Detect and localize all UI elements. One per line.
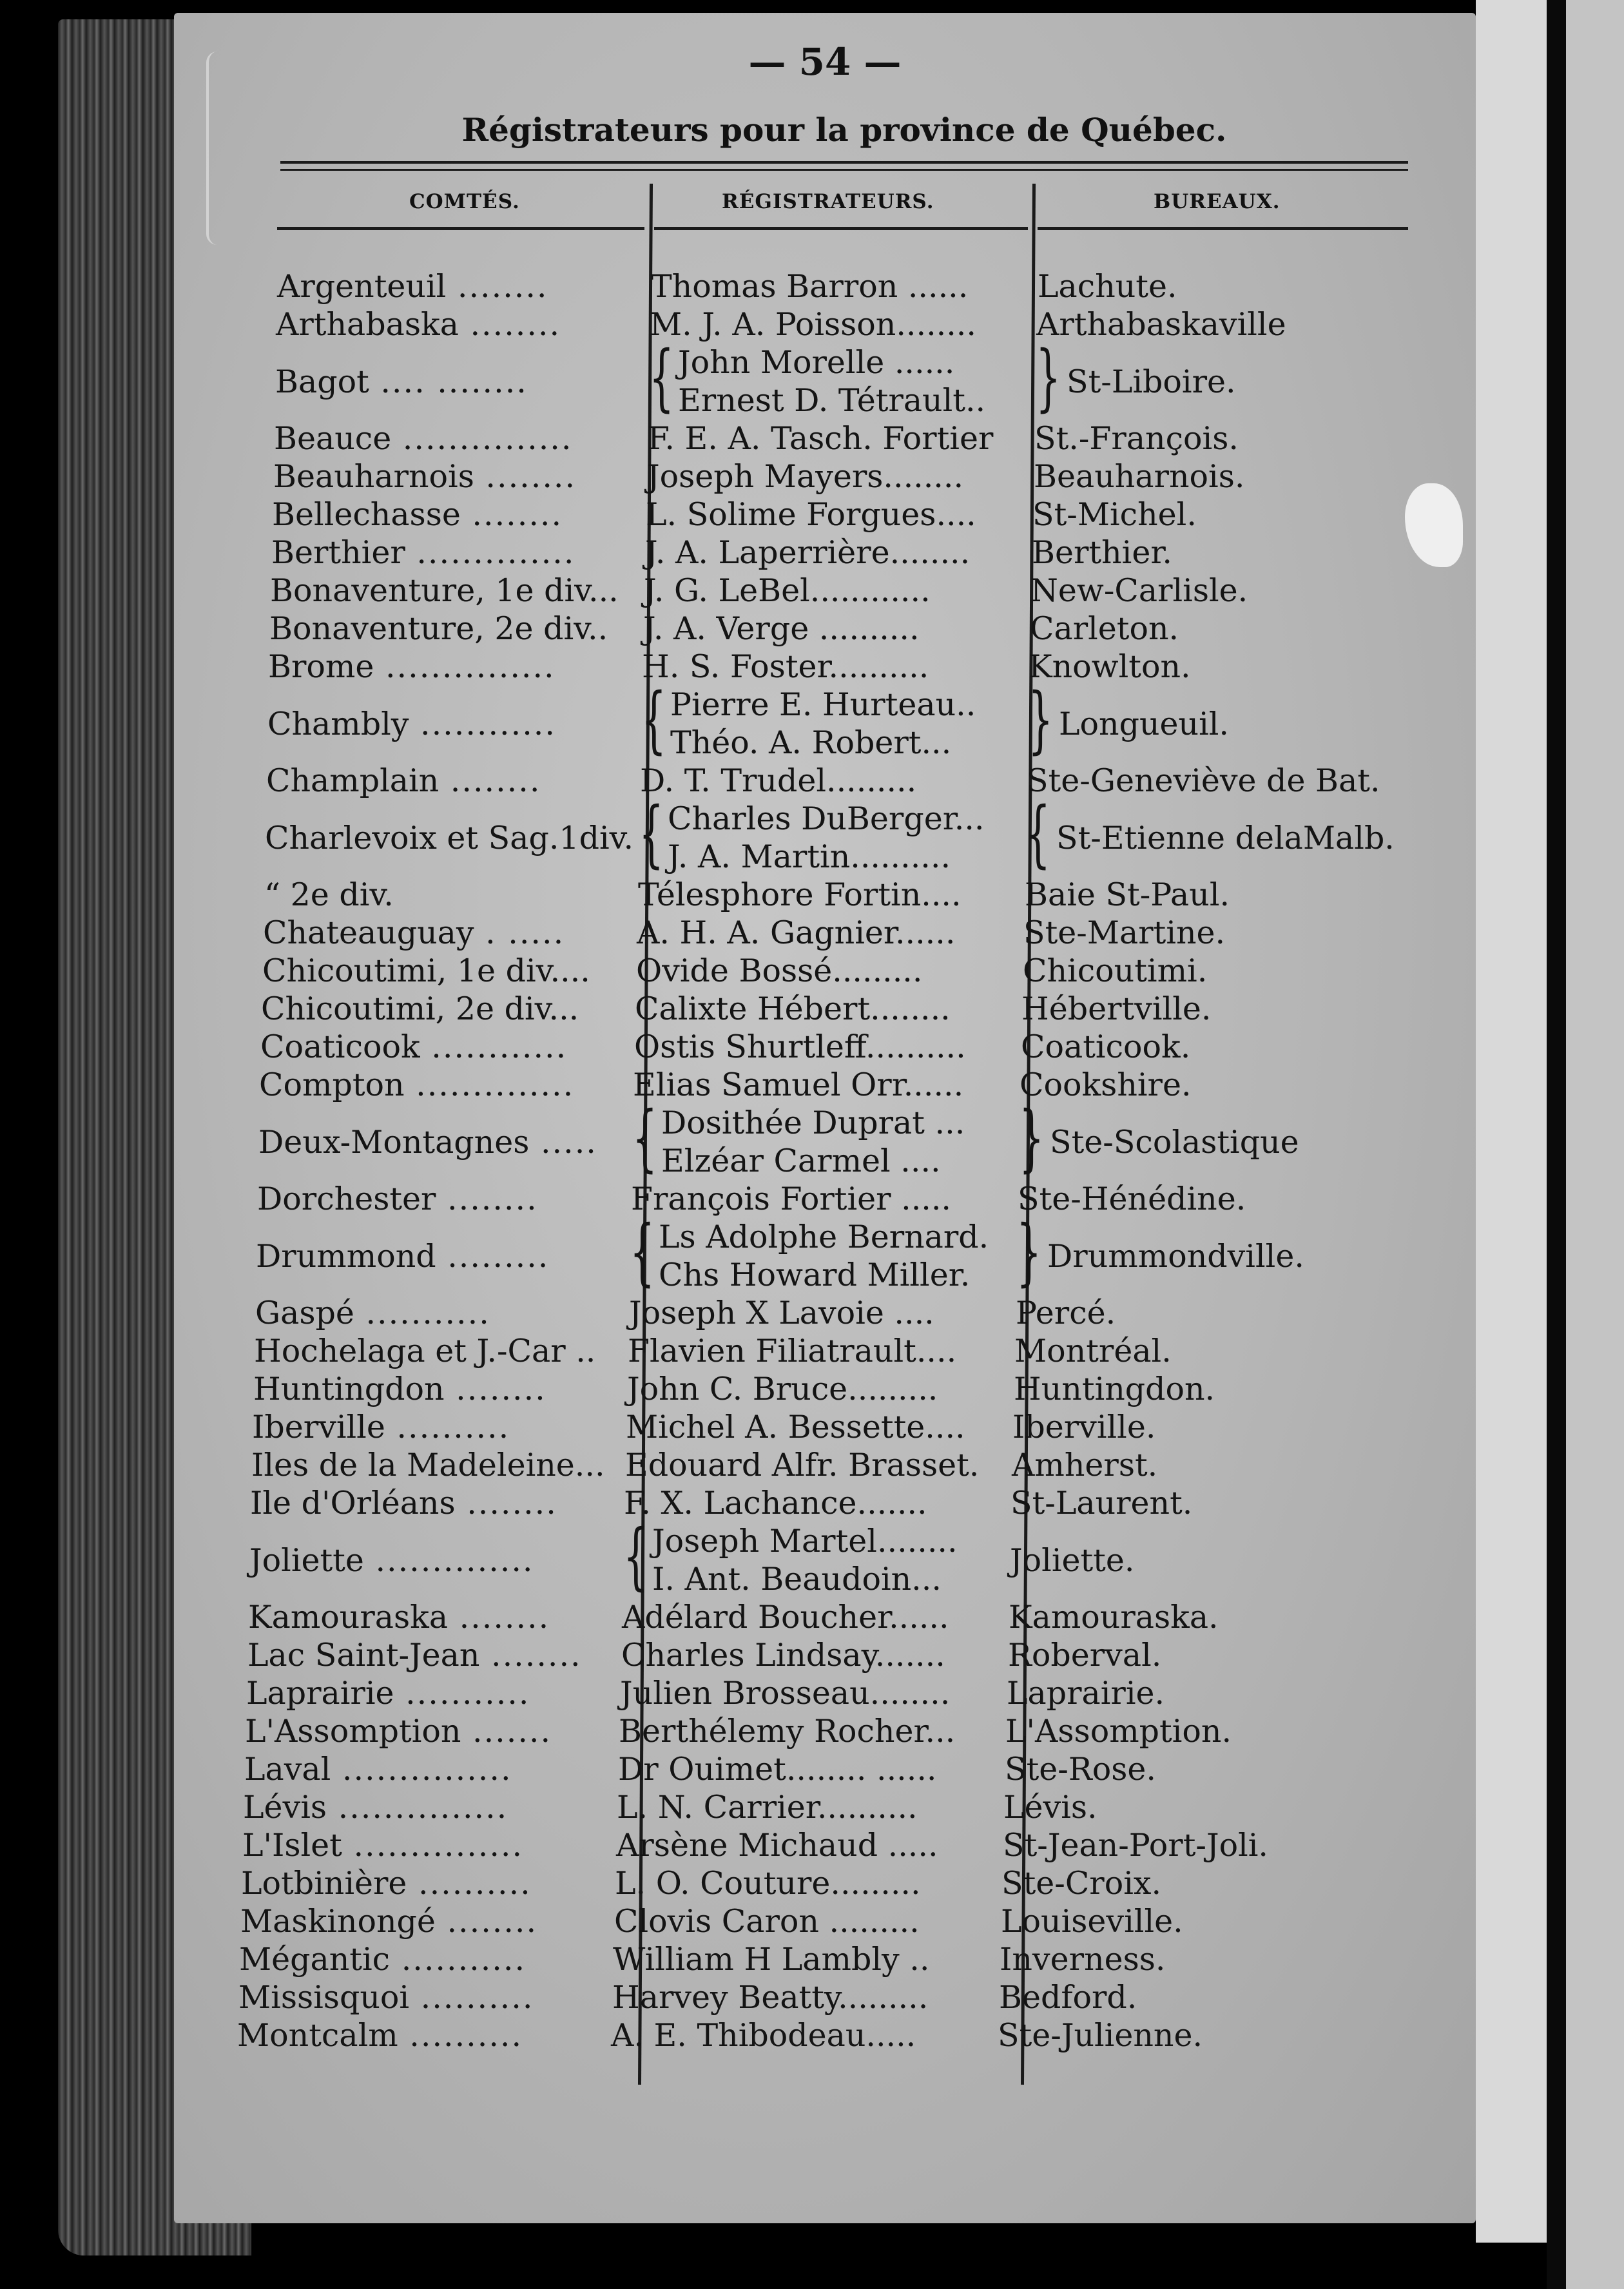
leader-dots: ............ — [409, 705, 556, 742]
table-row — [244, 1753, 1404, 1792]
county-name — [249, 1541, 534, 1579]
table-row — [241, 1865, 1401, 1906]
office-name: St-Etienne delaMalb. — [1056, 819, 1395, 856]
county-label: Beauharnois — [273, 458, 474, 495]
right-brace-icon: } — [1036, 336, 1061, 420]
registrar-name: François Fortier ..... — [631, 1181, 952, 1217]
leader-dots: ........... — [354, 1295, 490, 1331]
county-name — [267, 705, 556, 742]
county-name — [253, 1373, 546, 1405]
table-row — [274, 420, 1434, 461]
county-label: Bonaventure, 1e div... — [270, 572, 619, 609]
table-row — [254, 1335, 1414, 1373]
title-double-rule-top — [280, 161, 1408, 164]
office-name: Baie St-Paul. — [1025, 876, 1230, 913]
right-brace-icon: } — [1028, 678, 1054, 762]
county-label: Chambly — [267, 705, 409, 742]
table-row — [240, 1903, 1400, 1944]
leader-dots: ........... — [390, 1941, 527, 1978]
table-row — [260, 1031, 1420, 1069]
county-name — [244, 1751, 512, 1788]
office-name: Huntingdon. — [1014, 1371, 1215, 1407]
table-row — [276, 306, 1436, 347]
office-name: Ste-Julienne. — [998, 2017, 1203, 2054]
registrar-name: Charles DuBerger... — [668, 800, 985, 837]
title-double-rule-bottom — [280, 169, 1408, 171]
county-name — [238, 1979, 534, 2016]
county-label: L'Assomption — [245, 1713, 461, 1750]
county-label: L'Islet — [242, 1827, 342, 1864]
county-name — [257, 1183, 538, 1215]
table-row — [273, 458, 1433, 499]
registrar-name: Julien Brosseau........ — [620, 1675, 951, 1712]
registrar-name: Michel A. Bessette.... — [626, 1409, 965, 1445]
office-name: Louiseville. — [1001, 1903, 1183, 1940]
table-row — [270, 572, 1430, 613]
office-name: Ste-Geneviève de Bat. — [1027, 762, 1380, 799]
leader-dots: ........ — [444, 1371, 546, 1407]
table-row — [267, 678, 1427, 765]
office-name: Amherst. — [1012, 1447, 1158, 1483]
office-name: Kamouraska. — [1009, 1599, 1219, 1636]
registrar-name: J. A. Verge .......... — [643, 610, 920, 647]
table-row — [248, 1601, 1408, 1639]
office-name: Longueuil. — [1059, 705, 1229, 742]
table-row — [259, 1069, 1419, 1107]
county-label: Brome — [268, 648, 374, 685]
registrar-name: F. X. Lachance....... — [624, 1485, 927, 1521]
county-label: Maskinongé — [240, 1903, 436, 1940]
county-name — [263, 914, 565, 951]
county-label: Ile d'Orléans — [250, 1485, 456, 1521]
table-row — [257, 1183, 1417, 1221]
county-name — [237, 2017, 523, 2054]
table-row — [243, 1789, 1403, 1830]
left-brace-icon: { — [639, 792, 664, 876]
leader-dots: ............... — [327, 1789, 508, 1826]
header-underline-right — [1038, 227, 1408, 230]
leader-dots: .......... — [398, 2017, 523, 2054]
leader-dots: ............... — [374, 648, 556, 685]
table-row — [251, 1449, 1411, 1487]
registrar-name: Dr Ouimet........ ...... — [618, 1751, 937, 1788]
leader-dots: ......... — [436, 1237, 550, 1275]
office-name: St-Laurent. — [1010, 1485, 1193, 1521]
office-name: Chicoutimi. — [1023, 952, 1208, 989]
header-underline-mid — [654, 227, 1028, 230]
county-name — [269, 610, 608, 647]
county-label: Deux-Montagnes — [258, 1123, 530, 1161]
registrar-name: J. A. Laperrière........ — [645, 534, 971, 571]
registrar-name: Ovide Bossé......... — [636, 952, 923, 989]
table-row — [275, 336, 1435, 423]
registrar-name: J. A. Martin.......... — [668, 838, 951, 875]
county-label: Bellechasse — [272, 496, 461, 533]
table-row — [249, 1514, 1409, 1601]
left-brace-icon: { — [630, 1210, 655, 1294]
county-name — [259, 1069, 574, 1101]
header-underline-left — [277, 227, 644, 230]
county-label: Drummond — [256, 1237, 436, 1275]
registrar-name: Clovis Caron ......... — [614, 1903, 920, 1940]
county-name — [276, 306, 561, 343]
county-name — [255, 1297, 490, 1329]
left-brace-icon: { — [1025, 792, 1051, 876]
county-label: Beauce — [274, 420, 392, 457]
county-label: Gaspé — [255, 1295, 354, 1331]
table-row — [239, 1941, 1399, 1982]
office-name: Cookshire. — [1020, 1067, 1192, 1103]
county-name — [258, 1123, 597, 1161]
office-name: Percé. — [1016, 1295, 1116, 1331]
leader-dots: ........ — [474, 458, 577, 495]
leader-dots: ............ — [420, 1029, 568, 1065]
county-name — [245, 1713, 552, 1750]
county-name — [247, 1637, 582, 1674]
office-name: Iberville. — [1012, 1409, 1156, 1445]
county-name — [241, 1865, 532, 1902]
table-row — [263, 914, 1423, 955]
office-name: Arthabaskaville — [1036, 306, 1286, 343]
registrar-name: Chs Howard Miller. — [659, 1257, 971, 1293]
office-name: Lachute. — [1038, 268, 1177, 305]
table-row — [266, 762, 1426, 803]
office-name: Knowlton. — [1029, 648, 1191, 685]
office-name: Drummondville. — [1047, 1237, 1304, 1275]
registrar-name: A. E. Thibodeau..... — [611, 2017, 916, 2054]
registrar-name: Calixte Hébert........ — [635, 990, 951, 1027]
table-row — [237, 2017, 1397, 2058]
county-label: Lévis — [243, 1789, 327, 1826]
table-row — [271, 534, 1431, 575]
header-comtes: COMTÉS. — [409, 190, 520, 213]
table-row — [265, 792, 1425, 879]
county-name — [275, 363, 528, 400]
office-name: Carleton. — [1030, 610, 1179, 647]
county-label: Champlain — [266, 762, 440, 799]
county-label: Hochelaga et J.-Car .. — [254, 1333, 596, 1369]
table-row — [261, 990, 1421, 1031]
office-name: Ste-Rose. — [1005, 1751, 1156, 1788]
leader-dots: ............... — [331, 1751, 512, 1788]
table-row — [262, 952, 1422, 993]
county-name — [271, 534, 575, 571]
leader-dots: ........ — [455, 1485, 557, 1521]
registrar-name: Joseph Martel........ — [652, 1523, 958, 1560]
registrar-name: Arsène Michaud ..... — [616, 1827, 938, 1864]
county-label: Lotbinière — [241, 1865, 407, 1902]
county-name — [243, 1789, 508, 1826]
registrar-name: F. E. A. Tasch. Fortier — [648, 420, 994, 457]
registrar-name: L. Solime Forgues.... — [646, 496, 976, 533]
office-name: St-Liboire. — [1067, 363, 1236, 400]
leader-dots: .......... — [385, 1409, 510, 1445]
office-name: St-Michel. — [1032, 496, 1197, 533]
registrar-name: Edouard Alfr. Brasset. — [625, 1447, 980, 1483]
county-label: Lac Saint-Jean — [247, 1637, 480, 1674]
office-name: Berthier. — [1032, 534, 1172, 571]
county-label: Bonaventure, 2e div.. — [269, 610, 608, 647]
left-brace-icon: { — [632, 1096, 658, 1180]
county-label: Mégantic — [239, 1941, 391, 1978]
county-label: Montcalm — [237, 2017, 398, 2054]
leader-dots: .......... — [409, 1979, 534, 2016]
office-name: Beauharnois. — [1034, 458, 1245, 495]
header-bureaux: BUREAUX. — [1154, 190, 1281, 213]
county-label: Argenteuil — [277, 268, 447, 305]
office-name: Joliette. — [1010, 1541, 1135, 1579]
leader-dots: ............... — [342, 1827, 524, 1864]
leader-dots: .... ........ — [369, 363, 528, 400]
page-title: Régistrateurs pour la province de Québec. — [461, 111, 1227, 149]
county-name — [256, 1237, 550, 1275]
county-label: Iles de la Madeleine... — [251, 1447, 605, 1483]
office-name: Laprairie. — [1007, 1675, 1165, 1712]
county-label: Chateauguay — [263, 914, 474, 951]
office-name: St-Jean-Port-Joli. — [1003, 1827, 1269, 1864]
registrar-name: Joseph X Lavoie .... — [629, 1295, 934, 1331]
registrar-name: William H Lambly .. — [613, 1941, 930, 1978]
county-label: Coaticook — [260, 1029, 420, 1065]
leader-dots: .......... — [407, 1865, 532, 1902]
leader-dots: ........ — [448, 1599, 550, 1636]
office-name: Coaticook. — [1021, 1029, 1191, 1065]
table-row — [258, 1096, 1418, 1183]
table-row — [264, 876, 1424, 917]
county-label: Missisquoi — [238, 1979, 410, 2016]
county-label: Chicoutimi, 1e div.... — [262, 952, 590, 989]
office-name: Montréal. — [1014, 1333, 1172, 1369]
county-name — [262, 952, 590, 989]
registrar-name: John C. Bruce......... — [627, 1371, 938, 1407]
left-brace-icon: { — [641, 678, 667, 762]
facing-page-edge — [1566, 0, 1624, 2289]
county-name — [260, 1031, 567, 1063]
leader-dots: ........ — [436, 1181, 538, 1217]
registrar-name: Télesphore Fortin.... — [638, 876, 962, 913]
right-brace-icon: } — [1019, 1096, 1045, 1180]
table-row — [245, 1715, 1405, 1753]
leader-dots: ..... — [529, 1123, 597, 1161]
registrar-name: L. O. Couture......... — [615, 1865, 921, 1902]
table-row — [277, 268, 1437, 309]
scan-gutter — [1547, 0, 1566, 2289]
county-label: Bagot — [275, 363, 369, 400]
table-row — [253, 1373, 1413, 1411]
county-label: Dorchester — [257, 1181, 436, 1217]
county-label: Huntingdon — [253, 1371, 445, 1407]
county-label: Laval — [244, 1751, 331, 1788]
county-label: Kamouraska — [248, 1599, 449, 1636]
registrar-name: Pierre E. Hurteau.. — [670, 686, 976, 723]
table-row — [255, 1297, 1415, 1335]
county-name — [273, 458, 577, 495]
left-brace-icon: { — [623, 1514, 649, 1598]
registrar-name: Elzéar Carmel .... — [661, 1143, 941, 1179]
office-name: Ste-Scolastique — [1050, 1123, 1299, 1161]
table-row — [250, 1487, 1410, 1525]
office-name: Ste-Croix. — [1001, 1865, 1162, 1902]
county-name — [239, 1941, 527, 1978]
leader-dots: .............. — [405, 534, 575, 571]
office-name: Ste-Hénédine. — [1018, 1181, 1246, 1217]
registrar-name: Ls Adolphe Bernard. — [659, 1219, 989, 1255]
right-brace-icon: } — [1016, 1210, 1042, 1294]
registrar-name: Ernest D. Tétrault.. — [678, 382, 986, 419]
registrar-name: J. G. LeBel............ — [644, 572, 931, 609]
county-name — [274, 420, 573, 457]
table-row — [252, 1411, 1412, 1449]
registrar-name: Joseph Mayers........ — [647, 458, 964, 495]
county-label: Charlevoix et Sag.1div. — [265, 819, 634, 856]
office-name: L'Assomption. — [1005, 1713, 1232, 1750]
registrar-name: Adélard Boucher...... — [622, 1599, 949, 1636]
leader-dots: ........ — [439, 762, 541, 799]
office-name: Lévis. — [1003, 1789, 1097, 1826]
county-label: Arthabaska — [276, 306, 459, 343]
registrar-name: L. N. Carrier.......... — [617, 1789, 918, 1826]
registrar-name: A. H. A. Gagnier...... — [637, 914, 956, 951]
registrar-name: Charles Lindsay....... — [621, 1637, 945, 1674]
county-label: Laprairie — [246, 1675, 394, 1712]
county-name — [240, 1903, 538, 1940]
leader-dots: ........ — [479, 1637, 582, 1674]
registrar-name: Théo. A. Robert... — [670, 724, 952, 761]
table-row — [256, 1210, 1416, 1297]
table-row — [238, 1979, 1398, 2020]
office-name: Bedford. — [999, 1979, 1137, 2016]
registrar-name: Flavien Filiatrault.... — [628, 1333, 957, 1369]
page-right-margin — [1476, 0, 1547, 2243]
leader-dots: ........ — [435, 1903, 538, 1940]
office-name: Hébertville. — [1021, 990, 1212, 1027]
table-row — [247, 1639, 1407, 1677]
leader-dots: ........ — [458, 306, 561, 343]
leader-dots: ........... — [394, 1675, 530, 1712]
county-name — [272, 496, 563, 533]
county-name — [251, 1449, 605, 1481]
registrar-name: H. S. Foster.......... — [642, 648, 929, 685]
registrar-name: Thomas Barron ...... — [651, 268, 969, 305]
registrar-name: Elias Samuel Orr...... — [633, 1067, 964, 1103]
office-name: St.-François. — [1034, 420, 1239, 457]
county-label: Berthier — [271, 534, 405, 571]
county-label: Iberville — [252, 1409, 385, 1445]
county-name — [265, 819, 634, 856]
county-label: “ 2e div. — [264, 876, 394, 913]
county-name — [268, 648, 556, 685]
county-name — [242, 1827, 524, 1864]
county-name — [277, 268, 548, 305]
leader-dots: .............. — [363, 1541, 534, 1579]
office-name: Inverness. — [1000, 1941, 1166, 1978]
registrar-name: I. Ant. Beaudoin... — [652, 1561, 942, 1598]
county-name — [266, 762, 541, 799]
left-brace-icon: { — [649, 336, 675, 420]
office-name: Roberval. — [1008, 1637, 1162, 1674]
office-name: Ste-Martine. — [1023, 914, 1226, 951]
table-row — [242, 1827, 1402, 1868]
registrar-name: M. J. A. Poisson........ — [650, 306, 976, 343]
table-row — [272, 496, 1432, 537]
registrar-name: Dosithée Duprat ... — [661, 1105, 965, 1141]
leader-dots: ........ — [460, 496, 563, 533]
page-number: — 54 — — [748, 40, 902, 84]
registrar-name: Harvey Beatty......... — [612, 1979, 929, 2016]
county-name — [261, 990, 579, 1027]
county-label: Chicoutimi, 2e div... — [261, 990, 579, 1027]
table-row — [269, 610, 1429, 651]
leader-dots: ............... — [391, 420, 573, 457]
county-name — [264, 876, 394, 913]
header-registrateurs: RÉGISTRATEURS. — [722, 190, 934, 213]
county-name — [252, 1411, 510, 1443]
page-scratch-mark — [206, 52, 228, 245]
county-name — [250, 1487, 557, 1519]
registrar-name: John Morelle ...... — [678, 344, 955, 381]
county-name — [248, 1599, 550, 1636]
county-label: Joliette — [249, 1541, 364, 1579]
registrar-name: Ostis Shurtleff.......... — [634, 1029, 966, 1065]
county-name — [270, 572, 619, 609]
office-name: New-Carlisle. — [1030, 572, 1248, 609]
county-name — [246, 1675, 530, 1712]
leader-dots: ........ — [446, 268, 548, 305]
registrar-name: Berthélemy Rocher... — [619, 1713, 956, 1750]
leader-dots: ....... — [461, 1713, 552, 1750]
leader-dots: .............. — [404, 1067, 575, 1103]
table-row — [268, 648, 1428, 689]
registrar-name: D. T. Trudel......... — [640, 762, 917, 799]
county-label: Compton — [259, 1067, 405, 1103]
table-row — [246, 1677, 1406, 1715]
leader-dots: . ..... — [474, 914, 565, 951]
county-name — [254, 1335, 595, 1367]
